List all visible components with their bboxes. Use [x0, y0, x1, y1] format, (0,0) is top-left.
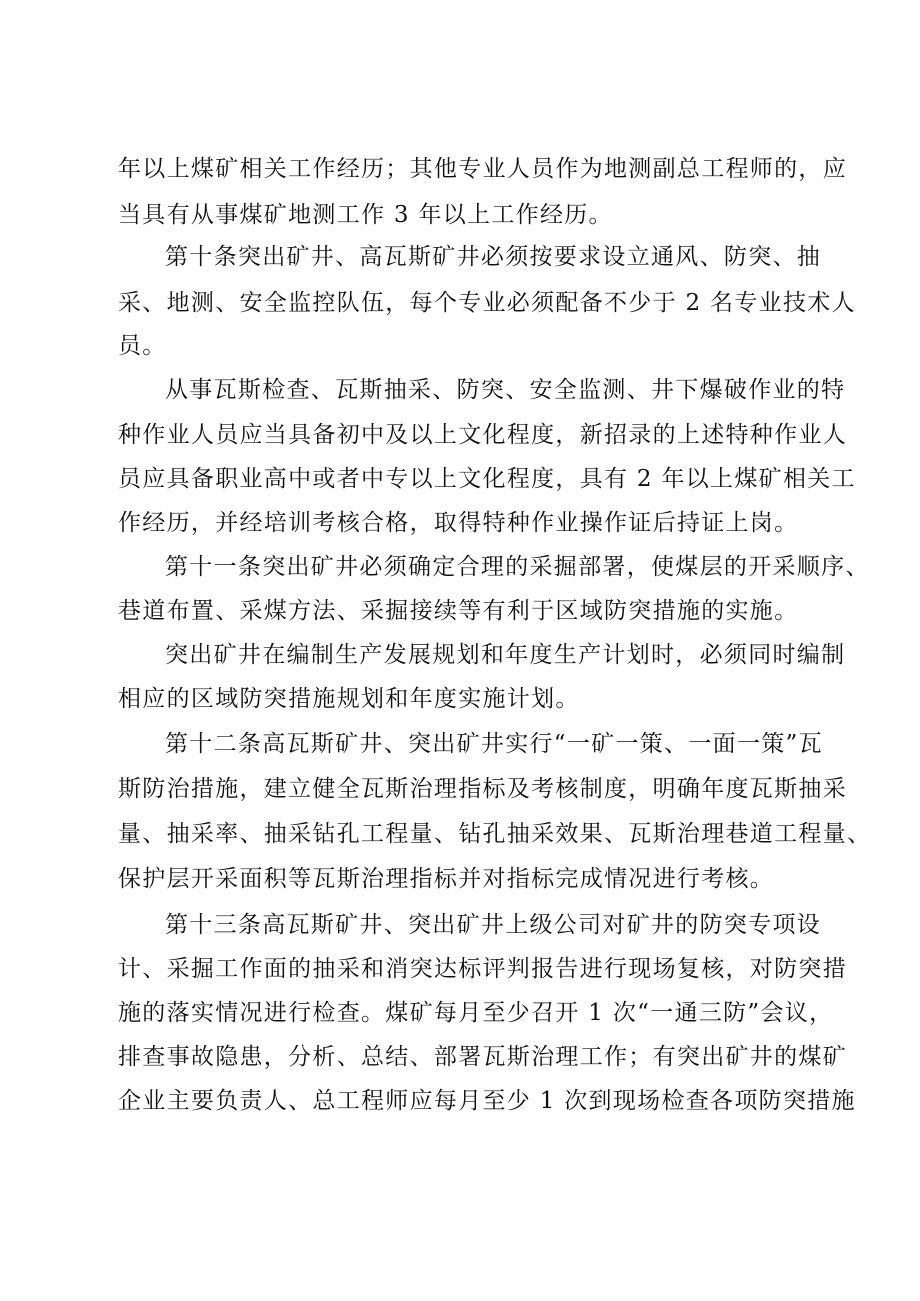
text-line: 年以上煤矿相关工作经历；其他专业人员作为地测副总工程师的，应 [118, 156, 847, 182]
paragraph-article-12: 第十二条高瓦斯矿井、突出矿井实行“一矿一策、一面一策”瓦 [165, 731, 823, 757]
text-line: 作经历，并经培训考核合格，取得特种作业操作证后持证上岗。 [118, 510, 799, 536]
text-line: 采、地测、安全监控队伍，每个专业必须配备不少于 2 名专业技术人 [118, 290, 856, 316]
text-line: 员应具备职业高中或者中专以上文化程度，具有 2 年以上煤矿相关工 [118, 466, 856, 492]
text-line: 保护层开采面积等瓦斯治理指标并对指标完成情况进行考核。 [118, 866, 775, 892]
text-line: 种作业人员应当具备初中及以上文化程度，新招录的上述特种作业人 [118, 422, 847, 448]
paragraph-article-13: 第十三条高瓦斯矿井、突出矿井上级公司对矿井的防突专项设 [165, 912, 822, 938]
text-line: 斯防治措施，建立健全瓦斯治理指标及考核制度，明确年度瓦斯抽采 [118, 776, 847, 802]
paragraph-article-11: 第十一条突出矿井必须确定合理的采掘部署，使煤层的开采顺序、 [165, 554, 870, 580]
text-line: 排查事故隐患，分析、总结、部署瓦斯治理工作；有突出矿井的煤矿 [118, 1044, 847, 1070]
text-line: 量、抽采率、抽采钻孔工程量、钻孔抽采效果、瓦斯治理巷道工程量、 [118, 821, 872, 847]
paragraph-article-10: 第十条突出矿井、高瓦斯矿井必须按要求设立通风、防突、抽 [165, 244, 822, 270]
paragraph-planning: 突出矿井在编制生产发展规划和年度生产计划时，必须同时编制 [165, 642, 846, 668]
text-line: 巷道布置、采煤方法、采掘接续等有利于区域防突措施的实施。 [118, 598, 799, 624]
text-line: 计、采掘工作面的抽采和消突达标评判报告进行现场复核，对防突措 [118, 956, 847, 982]
text-line: 企业主要负责人、总工程师应每月至少 1 次到现场检查各项防突措施 [118, 1088, 856, 1114]
text-line: 相应的区域防突措施规划和年度实施计划。 [118, 686, 580, 712]
text-line: 当具有从事煤矿地测工作 3 年以上工作经历。 [118, 202, 613, 228]
paragraph-special-operators: 从事瓦斯检查、瓦斯抽采、防突、安全监测、井下爆破作业的特 [165, 377, 846, 403]
text-line: 员。 [118, 333, 167, 359]
text-line: 施的落实情况进行检查。煤矿每月至少召开 1 次“一通三防”会议， [118, 1000, 834, 1026]
